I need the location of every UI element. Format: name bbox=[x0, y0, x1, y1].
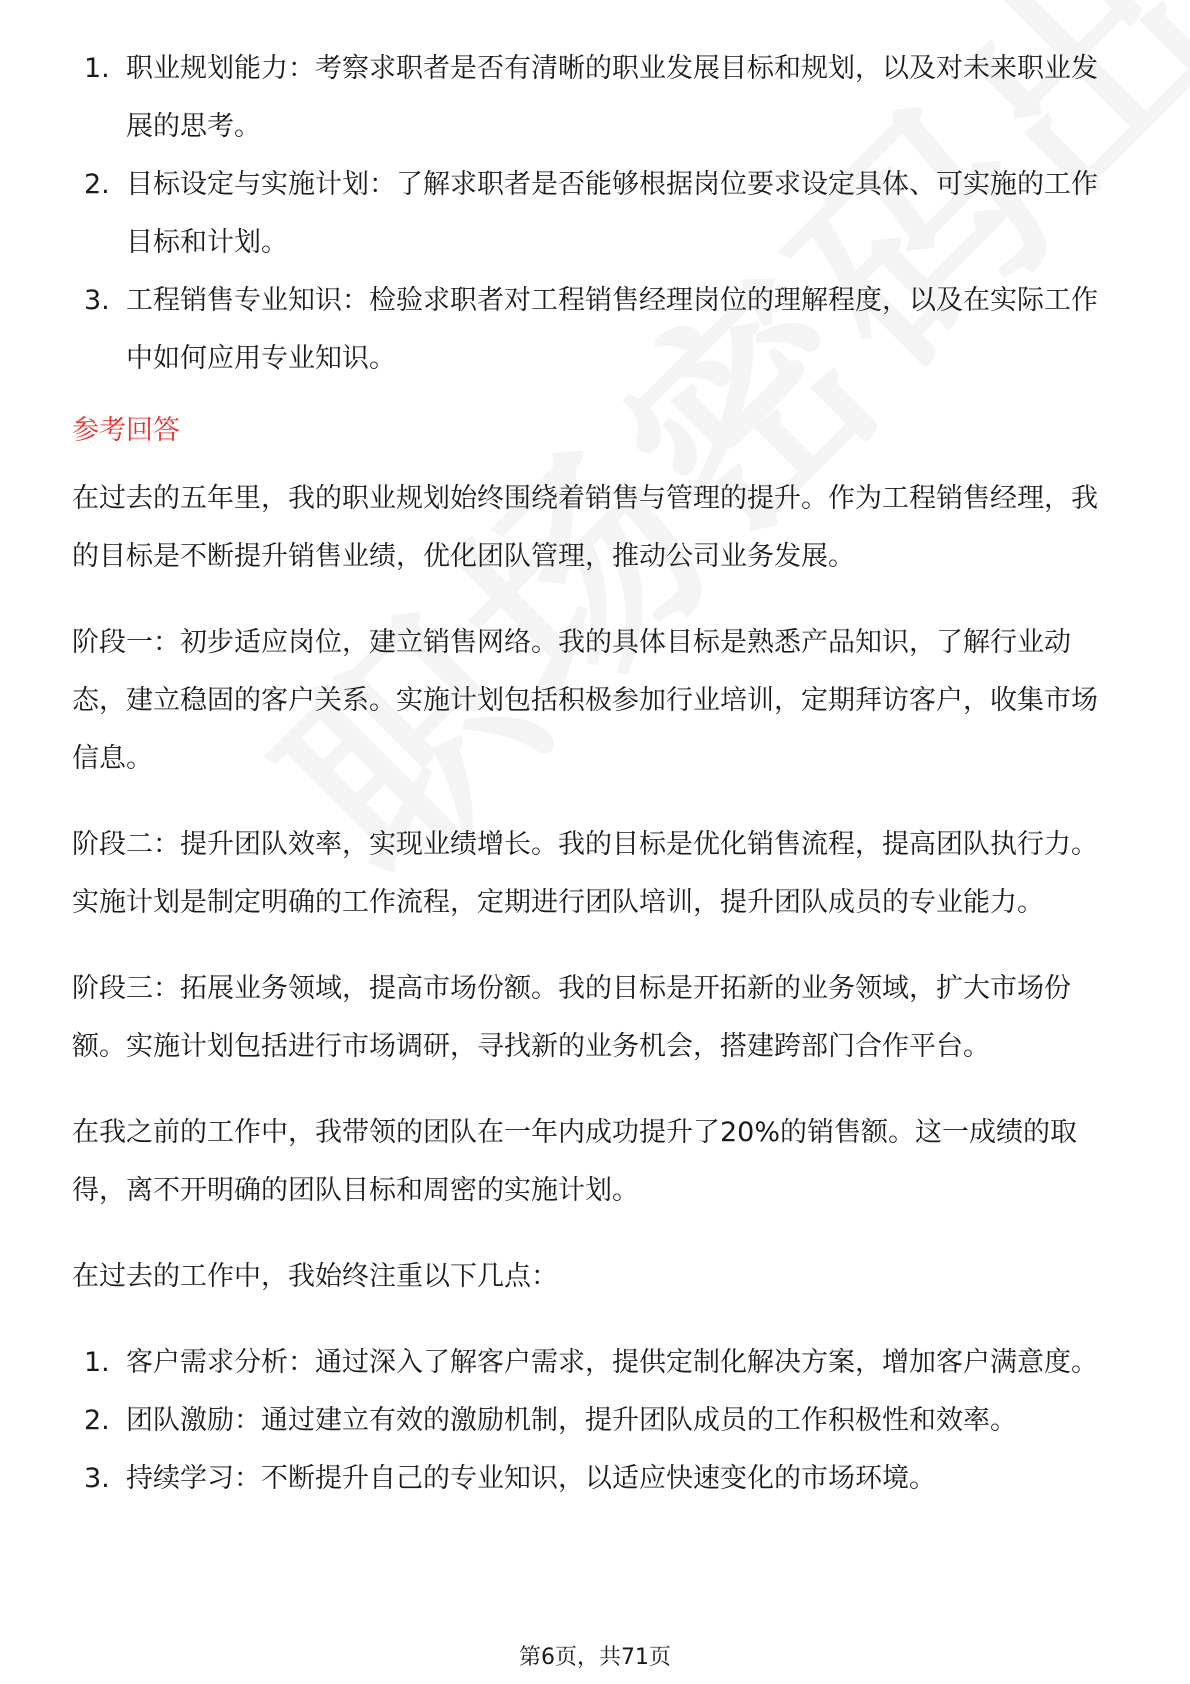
document-page bbox=[72, 40, 1118, 1508]
list-number: 1. bbox=[84, 53, 110, 84]
list-item-text: 职业规划能力：考察求职者是否有清晰的职业发展目标和规划，以及对未来职业发展的思考。 bbox=[126, 53, 1098, 142]
focus-points-list bbox=[72, 1334, 1118, 1508]
page-footer: 第6页，共71页 bbox=[519, 1645, 671, 1670]
paragraph: 阶段三：拓展业务领域，提高市场份额。我的目标是开拓新的业务领域，扩大市场份额。实施计划包括进行市场调研，寻找新的业务机会，搭建跨部门合作平台。 bbox=[72, 973, 1071, 1062]
assessment-points-list bbox=[72, 40, 1118, 388]
paragraph: 阶段二：提升团队效率，实现业绩增长。我的目标是优化销售流程，提高团队执行力。实施计划是制定明确的工作流程，定期进行团队培训，提升团队成员的专业能力。 bbox=[72, 829, 1098, 918]
paragraph: 在过去的五年里，我的职业规划始终围绕着销售与管理的提升。作为工程销售经理，我的目标是不断提升销售业绩，优化团队管理，推动公司业务发展。 bbox=[72, 483, 1098, 572]
list-item-text: 客户需求分析：通过深入了解客户需求，提供定制化解决方案，增加客户满意度。 bbox=[126, 1347, 1098, 1378]
list-number: 2. bbox=[84, 1405, 110, 1436]
list-item bbox=[72, 272, 1118, 388]
list-number: 1. bbox=[84, 1347, 110, 1378]
list-item bbox=[72, 1334, 1118, 1392]
list-item-text: 工程销售专业知识：检验求职者对工程销售经理岗位的理解程度，以及在实际工作中如何应用专业知识。 bbox=[126, 285, 1098, 374]
paragraph: 阶段一：初步适应岗位，建立销售网络。我的具体目标是熟悉产品知识，了解行业动态，建立稳固的客户关系。实施计划包括积极参加行业培训，定期拜访客户，收集市场信息。 bbox=[72, 627, 1098, 774]
list-item bbox=[72, 156, 1118, 272]
list-item-text: 持续学习：不断提升自己的专业知识，以适应快速变化的市场环境。 bbox=[126, 1463, 936, 1494]
list-item bbox=[72, 1450, 1118, 1508]
list-item-text: 目标设定与实施计划：了解求职者是否能够根据岗位要求设定具体、可实施的工作目标和计划。 bbox=[126, 169, 1098, 258]
paragraph: 在我之前的工作中，我带领的团队在一年内成功提升了20%的销售额。这一成绩的取得，离不开明确的团队目标和周密的实施计划。 bbox=[72, 1117, 1078, 1206]
list-number: 3. bbox=[84, 285, 110, 316]
paragraph: 在过去的工作中，我始终注重以下几点： bbox=[72, 1261, 558, 1292]
list-item bbox=[72, 1392, 1118, 1450]
list-number: 2. bbox=[84, 169, 110, 200]
answer-heading: 参考回答 bbox=[72, 415, 180, 446]
list-number: 3. bbox=[84, 1463, 110, 1494]
list-item bbox=[72, 40, 1118, 156]
list-item-text: 团队激励：通过建立有效的激励机制，提升团队成员的工作积极性和效率。 bbox=[126, 1405, 1017, 1436]
